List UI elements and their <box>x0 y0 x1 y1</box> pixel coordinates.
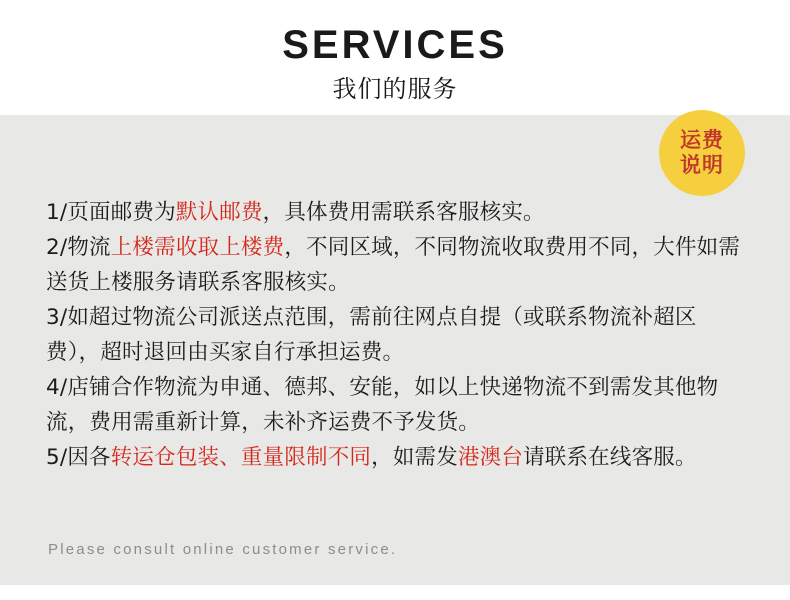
services-content <box>46 195 746 475</box>
service-item-part: 页面邮费为 <box>67 200 176 225</box>
service-item-part: ，具体费用需联系客服核实。 <box>262 200 545 225</box>
service-item-index: 1/ <box>46 200 68 225</box>
page-title: SERVICES <box>282 23 508 67</box>
service-item-part: ，如需发 <box>371 445 458 470</box>
service-item-index: 4/ <box>46 375 68 400</box>
service-item <box>46 440 746 475</box>
service-item-index: 2/ <box>46 235 68 260</box>
shipping-note-badge <box>659 110 745 196</box>
service-item-part: 店铺合作物流为申通、德邦、安能，如以上快递物流不到需发其他物流，费用需重新计算，未补齐运费不予发货。 <box>46 375 719 435</box>
service-item-part: 如超过物流公司派送点范围，需前往网点自提（或联系物流补超区费），超时退回由买家自行承担运费。 <box>46 305 697 365</box>
service-item <box>46 370 746 440</box>
page-subtitle: 我们的服务 <box>332 75 458 103</box>
service-item <box>46 230 746 300</box>
service-item-index: 3/ <box>46 305 68 330</box>
service-item-part: 因各 <box>67 445 111 470</box>
service-item-part-highlight: 港澳台 <box>457 445 524 470</box>
service-item-part: 请联系在线客服。 <box>523 445 697 470</box>
service-item-part-highlight: 转运仓包装、重量限制不同 <box>110 445 372 470</box>
service-item-part-highlight: 默认邮费 <box>175 200 263 225</box>
service-item <box>46 300 746 370</box>
service-item-part: 物流 <box>67 235 111 260</box>
page-header <box>0 0 790 115</box>
footnote-text: Please consult online customer service. <box>48 541 398 558</box>
service-item <box>46 195 746 230</box>
service-item-index: 5/ <box>46 445 68 470</box>
badge-line-2: 说明 <box>680 153 724 177</box>
service-item-part: ，不同区域，不同物流收取费用不同，大件如需送货上楼服务请联系客服核实。 <box>46 235 741 295</box>
badge-line-1: 运费 <box>680 128 724 152</box>
service-item-part-highlight: 上楼需收取上楼费 <box>110 235 285 260</box>
footer-strip <box>0 585 790 600</box>
